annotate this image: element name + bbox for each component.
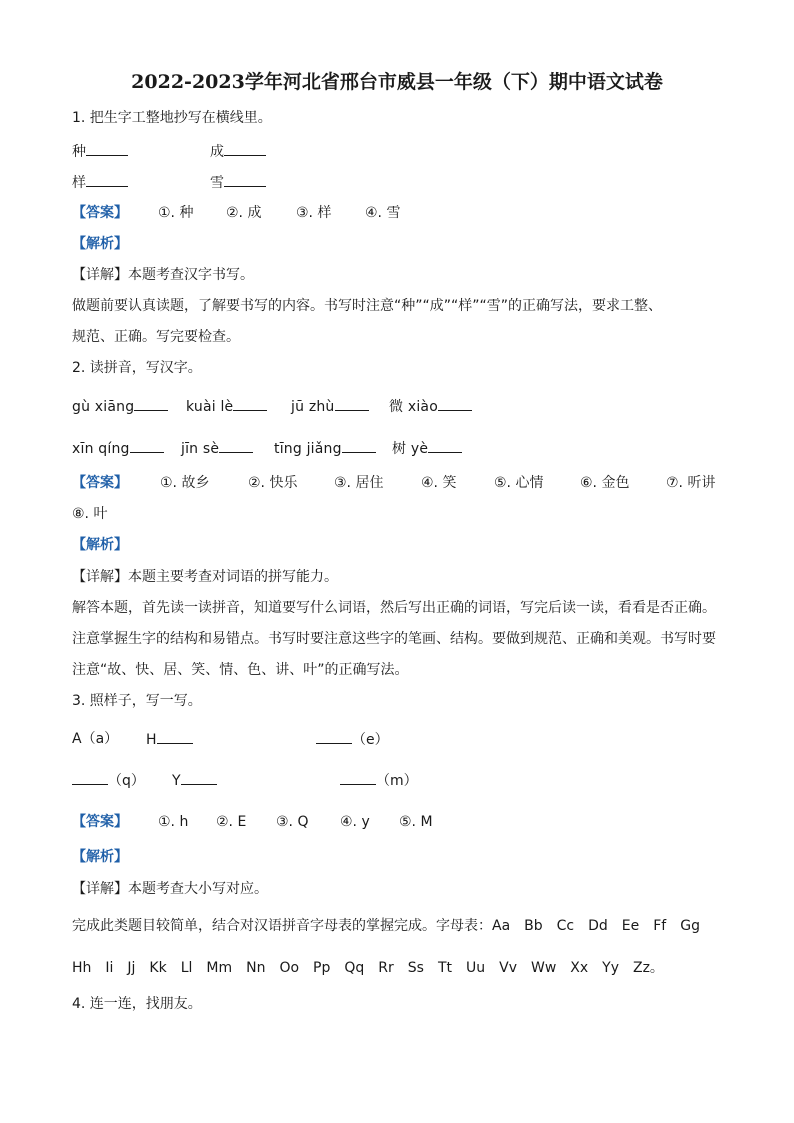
answer-blank[interactable]	[316, 729, 352, 744]
q2-answer: ②. 快乐	[248, 475, 298, 491]
letter: （e）	[352, 732, 389, 748]
q3-answer: ③. Q	[276, 814, 309, 830]
q3-example: A（a）	[72, 731, 119, 747]
q1-char-line-1	[72, 141, 128, 162]
q3-answer: ⑤. M	[399, 814, 433, 830]
q1-char-line-3	[72, 172, 128, 193]
q2-pinyin-item	[274, 438, 376, 459]
answer-tag: 【答案】	[72, 475, 128, 491]
q2-detail-text: 本题主要考查对词语的拼写能力。	[128, 569, 338, 585]
q2-answer: ③. 居住	[334, 475, 384, 491]
q3-item	[340, 770, 418, 791]
q2-pinyin-item	[392, 438, 462, 459]
q1-answer: ②. 成	[226, 205, 262, 221]
q1-char-line-4	[210, 172, 266, 193]
answer-blank[interactable]	[181, 770, 217, 785]
answer-tag: 【答案】	[72, 205, 128, 221]
q2-answer: ④. 笑	[421, 475, 457, 491]
answer-blank[interactable]	[438, 396, 472, 411]
answer-blank[interactable]	[86, 172, 128, 187]
q2-explain: 注意掌握生字的结构和易错点。书写时要注意这些字的笔画、结构。要做到规范、正确和美观。书写时要	[72, 631, 716, 647]
pinyin: kuài lè	[186, 399, 234, 415]
answer-tag: 【答案】	[72, 814, 128, 830]
q1-answer: ④. 雪	[365, 205, 401, 221]
q2-pinyin-item	[389, 396, 472, 417]
q1-stem: 1. 把生字工整地抄写在横线里。	[72, 110, 272, 126]
q1-char: 成	[210, 144, 224, 160]
q2-pinyin-item	[291, 396, 369, 417]
q3-detail	[72, 879, 268, 899]
q2-pinyin-item	[72, 396, 168, 417]
analysis-tag: 【解析】	[72, 849, 128, 865]
letter: H	[146, 732, 157, 748]
pinyin: 微 xiào	[389, 399, 438, 415]
q1-detail	[72, 265, 254, 285]
q1-char: 雪	[210, 175, 224, 191]
answer-blank[interactable]	[428, 438, 462, 453]
pinyin: 树 yè	[392, 441, 429, 457]
q1-answer: ③. 样	[296, 205, 332, 221]
q3-alphabet: Hh Ii Jj Kk Ll Mm Nn Oo Pp Qq Rr Ss Tt Uu Vv Ww Xx Yy Zz。	[72, 960, 664, 976]
q1-explain: 规范、正确。写完要检查。	[72, 329, 240, 345]
detail-tag: 【详解】	[72, 881, 128, 897]
answer-blank[interactable]	[157, 729, 193, 744]
letter: （q）	[108, 773, 145, 789]
q3-answer: ④. y	[340, 814, 370, 830]
q3-item	[72, 770, 145, 791]
q3-stem: 3. 照样子，写一写。	[72, 693, 202, 709]
answer-blank[interactable]	[130, 438, 164, 453]
q1-char-line-2	[210, 141, 266, 162]
q1-explain: 做题前要认真读题，了解要书写的内容。书写时注意“种”“成”“样”“雪”的正确写法，要求工整、	[72, 298, 663, 314]
q3-explain: 完成此类题目较简单，结合对汉语拼音字母表的掌握完成。字母表：Aa Bb Cc Dd Ee Ff Gg	[72, 918, 700, 934]
q3-detail-text: 本题考查大小写对应。	[128, 881, 268, 897]
q3-item	[172, 770, 217, 791]
answer-blank[interactable]	[86, 141, 128, 156]
q2-pinyin-item	[181, 438, 253, 459]
q2-pinyin-item	[72, 438, 164, 459]
q1-char: 种	[72, 144, 86, 160]
answer-blank[interactable]	[219, 438, 253, 453]
answer-blank[interactable]	[342, 438, 376, 453]
q2-answer: ⑤. 心情	[494, 475, 544, 491]
letter: Y	[172, 773, 181, 789]
pinyin: jū zhù	[291, 399, 335, 415]
q2-pinyin-item	[186, 396, 267, 417]
analysis-tag: 【解析】	[72, 537, 128, 553]
q2-answer: ⑦. 听讲	[666, 475, 716, 491]
q3-item	[316, 729, 389, 750]
detail-tag: 【详解】	[72, 569, 128, 585]
q2-explain: 注意“故、快、居、笑、情、色、讲、叶”的正确写法。	[72, 662, 409, 678]
answer-blank[interactable]	[134, 396, 168, 411]
q3-answer: ②. E	[216, 814, 247, 830]
answer-blank[interactable]	[233, 396, 267, 411]
pinyin: gù xiāng	[72, 399, 135, 415]
answer-blank[interactable]	[224, 141, 266, 156]
pinyin: jīn sè	[181, 441, 220, 457]
q1-answer: ①. 种	[158, 205, 194, 221]
q2-detail	[72, 567, 338, 587]
q4-stem: 4. 连一连，找朋友。	[72, 996, 202, 1012]
q2-answer: ⑥. 金色	[580, 475, 630, 491]
page-title: 2022-2023学年河北省邢台市威县一年级（下）期中语文试卷	[131, 71, 663, 93]
q2-explain: 解答本题，首先读一读拼音，知道要写什么词语，然后写出正确的词语，写完后读一读，看看是否正确。	[72, 600, 716, 616]
q1-detail-text: 本题考查汉字书写。	[128, 267, 254, 283]
letter: （m）	[376, 773, 418, 789]
answer-blank[interactable]	[340, 770, 376, 785]
answer-blank[interactable]	[72, 770, 108, 785]
analysis-tag: 【解析】	[72, 236, 128, 252]
q2-stem: 2. 读拼音，写汉字。	[72, 360, 202, 376]
pinyin: tīng jiǎng	[274, 441, 342, 457]
q3-answer: ①. h	[158, 814, 189, 830]
answer-blank[interactable]	[335, 396, 369, 411]
q3-item	[146, 729, 193, 750]
pinyin: xīn qíng	[72, 441, 130, 457]
q2-answer: ⑧. 叶	[72, 506, 108, 522]
answer-blank[interactable]	[224, 172, 266, 187]
q2-answer: ①. 故乡	[160, 475, 210, 491]
q1-char: 样	[72, 175, 86, 191]
detail-tag: 【详解】	[72, 267, 128, 283]
